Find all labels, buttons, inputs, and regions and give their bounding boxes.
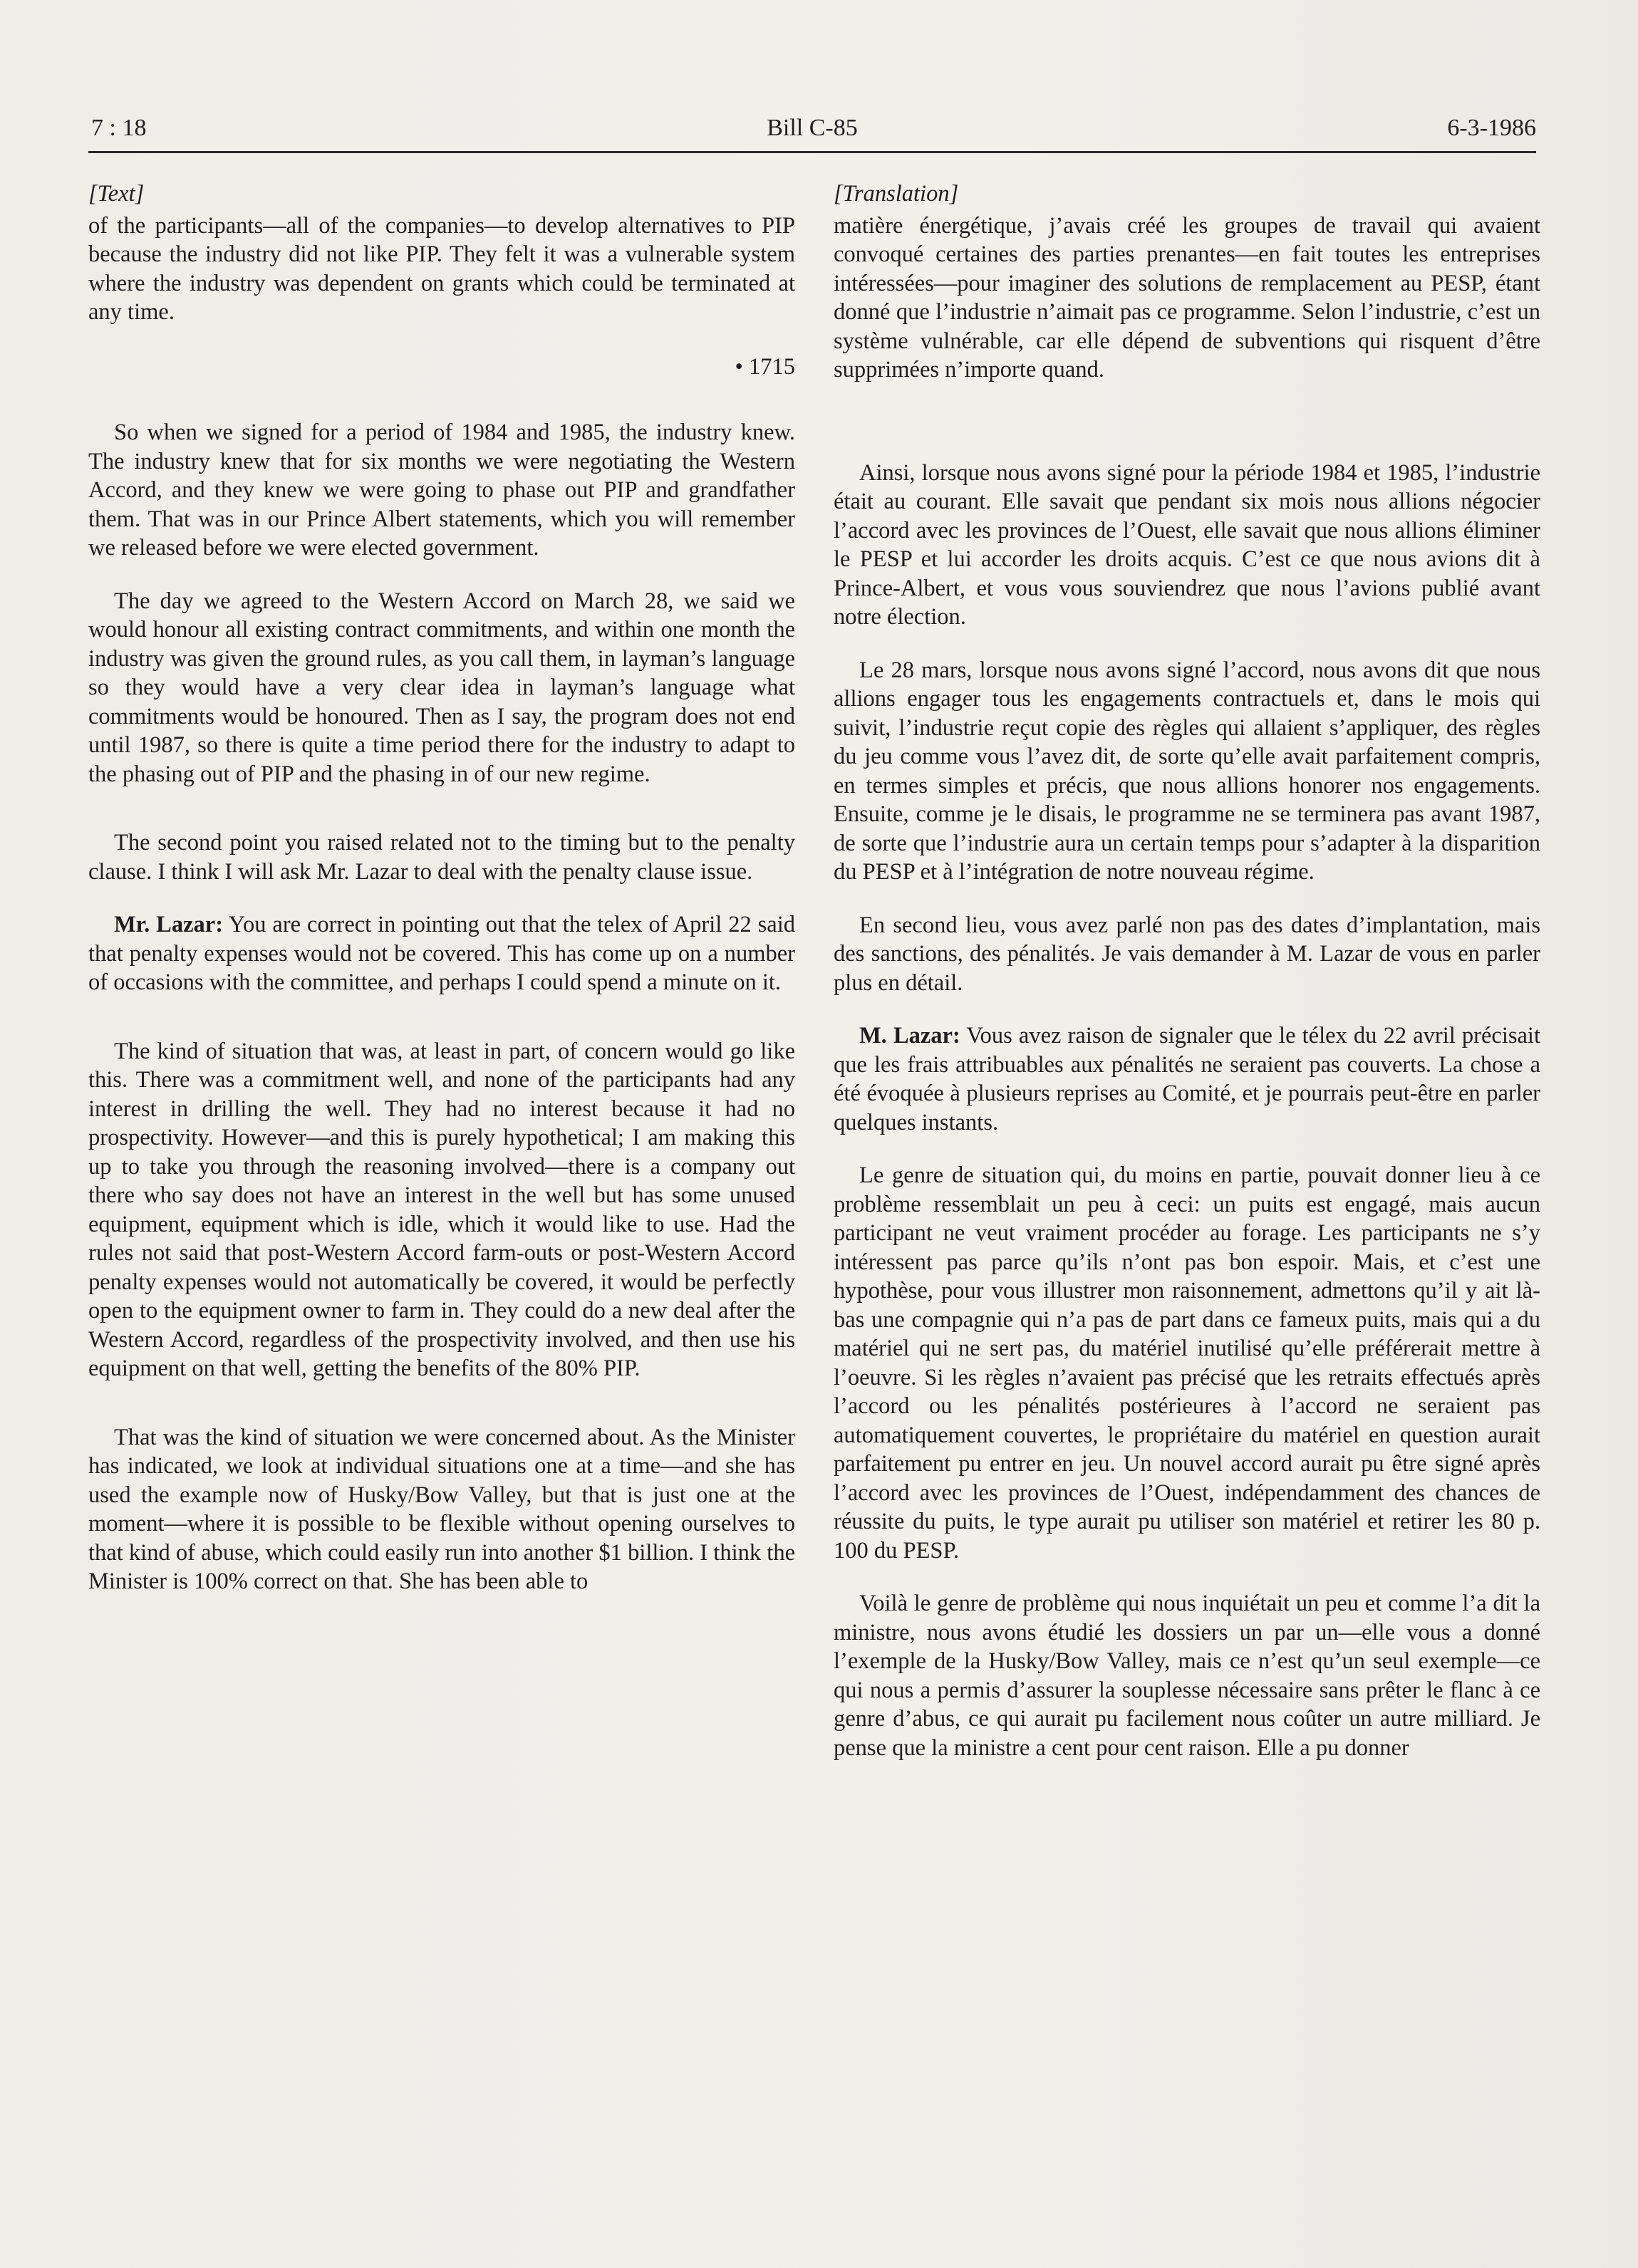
english-column-tag: [Text] [88, 181, 145, 207]
french-paragraph-7: Voilà le genre de problème qui nous inquiétait un peu et comme l’a dit la ministre, nous avons étudié les dossiers un par un—elle vous a donné l’exemple de la Husky/Bow Valley, mais ce n’est qu’un seul exemple—ce qui nous a permis d’assurer la souplesse nécessaire sans prêter le flanc à ce genre d’abus, ce qui aurait pu facilement nous coûter un autre milliard. Je pense que la ministre a cent pour cent raison. Elle a pu donner [834, 1591, 1540, 1761]
french-paragraph-2: Ainsi, lorsque nous avons signé pour la période 1984 et 1985, l’industrie était au courant. Elle savait que pendant six mois nous allions négocier l’accord avec les provinces de l’Ouest, elle savait que nous allions éliminer le PESP et lui accorder les droits acquis. C’est ce que nous avions dit à Prince-Albert, et vous vous souviendrez que nous l’avions publié avant notre élection. [834, 459, 1540, 630]
bill-title: Bill C-85 [767, 115, 858, 141]
english-paragraph-2: So when we signed for a period of 1984 and 1985, the industry knew. The industry knew that for six months we were negotiating the Western Accord, and they knew we were going to phase out PIP and grandfather them. That was in our Prince Albert statements, which you will remember we released before we were elected government. [88, 420, 795, 561]
header-rule [88, 151, 1536, 153]
time-marker: • 1715 [735, 353, 795, 380]
english-paragraph-6: The kind of situation that was, at least in part, of concern would go like this. There was a commitment well, and none of the participants had any interest in drilling the well. They had no interest because it had no prospectivity. However—and this is purely hypothetical; I am making this up to take you through the reasoning involved—there is a company out there who say does not have an interest in the well but has some unused equipment, equipment which is idle, which it would like to use. Had the rules not said that post-Western Accord farm-outs or post-Western Accord penalty expenses would not automatically be covered, it would be perfectly open to the equipment owner to farm in. They could do a new deal after the Western Accord, regardless of the prospectivity involved, and then use his equipment on that well, getting the benefits of the 80% PIP. [88, 1038, 795, 1381]
speaker-name: Mr. Lazar: [114, 912, 224, 937]
french-paragraph-5-text: Vous avez raison de signaler que le télex du 22 avril précisait que les frais attribuables aux pénalités ne seraient pas couverts. La chose a été évoquée à plusieurs reprises au Comité, et je pourrais peut-être en parler quelques instants. [834, 1023, 1540, 1135]
english-paragraph-7: That was the kind of situation we were concerned about. As the Minister has indicated, we look at individual situations one at a time—and she has used the example now of Husky/Bow Valley, but that is just one at the moment—where it is possible to be flexible without opening ourselves to that kind of abuse, which could easily run into another $1 billion. I think the Minister is 100% correct on that. She has been able to [88, 1424, 795, 1594]
french-paragraph-3: Le 28 mars, lorsque nous avons signé l’accord, nous avons dit que nous allions engager tous les engagements contractuels et, dans le mois qui suivit, l’industrie reçut copie des règles qui allaient s’appliquer, des règles du jeu comme vous l’avez dit, de sorte qu’elle avait parfaitement compris, en termes simples et précis, que nous allions honorer nos engagements. Ensuite, comme je le disais, le programme ne se terminera pas avant 1987, de sorte que l’industrie aura un certain temps pour s’adapter à la disparition du PESP et à l’intégration de notre nouveau régime. [834, 657, 1540, 885]
english-paragraph-3: The day we agreed to the Western Accord on March 28, we said we would honour all existing contract commitments, and within one month the industry was given the ground rules, as you call them, in layman’s language so they would have a very clear idea in layman’s language what commitments would be honoured. Then as I say, the program does not end until 1987, so there is quite a time period there for the industry to adapt to the phasing out of PIP and the phasing in of our new regime. [88, 588, 795, 787]
french-paragraph-5 [834, 1021, 1540, 1137]
page-reference: 7 : 18 [91, 115, 147, 141]
sitting-date: 6-3-1986 [1447, 115, 1536, 141]
french-paragraph-4: En second lieu, vous avez parlé non pas des dates d’implantation, mais des sanctions, des pénalités. Je vais demander à M. Lazar de vous en parler plus en détail. [834, 912, 1540, 996]
english-paragraph-1: of the participants—all of the companies—to develop alternatives to PIP because the industry did not like PIP. They felt it was a vulnerable system where the industry was dependent on grants which could be terminated at any time. [88, 212, 795, 325]
english-paragraph-5 [88, 910, 795, 997]
french-column-tag: [Translation] [834, 181, 959, 207]
speaker-name-fr: M. Lazar: [859, 1023, 960, 1049]
english-paragraph-5-text: You are correct in pointing out that the telex of April 22 said that penalty expenses would not be covered. This has come up on a number of occasions with the committee, and perhaps I could spend a minute on it. [88, 912, 795, 995]
english-paragraph-4: The second point you raised related not to the timing but to the penalty clause. I think I will ask Mr. Lazar to deal with the penalty clause issue. [88, 830, 795, 885]
french-column [834, 180, 1540, 1786]
english-column [88, 180, 795, 1621]
french-paragraph-1: matière énergétique, j’avais créé les groupes de travail qui avaient convoqué certaines des parties prenantes—en fait toutes les entreprises intéressées—pour imaginer des solutions de remplacement au PESP, étant donné que l’industrie n’aimait pas ce programme. Selon l’industrie, c’est un système vulnérable, car elle dépend de subventions qui risquent d’être supprimées n’importe quand. [834, 212, 1540, 383]
french-paragraph-6: Le genre de situation qui, du moins en partie, pouvait donner lieu à ce problème ressemblait un peu à ceci: un puits est engagé, mais aucun participant ne veut vraiment procéder au forage. Les participants ne s’y intéressent pas parce qu’ils n’ont pas bon espoir. Mais, et c’est une hypothèse, pour vous illustrer mon raisonnement, admettons qu’il y ait là-bas une compagnie qui n’a pas de part dans ce fameux puits, mais qui a du matériel qui ne sert pas, du matériel inutilisé qu’elle préférerait mettre à l’oeuvre. Si les règles n’avaient pas précisé que les retraits effectués après l’accord ou les pénalités postérieures à l’accord ne seraient pas automatiquement couvertes, le propriétaire du matériel en question aurait parfaitement pu entrer en jeu. Un nouvel accord aurait pu être signé après l’accord avec les provinces de l’Ouest, indépendamment des chances de réussite du puits, le type aurait pu utiliser son matériel et retirer les 80 p. 100 du PESP. [834, 1162, 1540, 1564]
page-header [88, 107, 1536, 150]
